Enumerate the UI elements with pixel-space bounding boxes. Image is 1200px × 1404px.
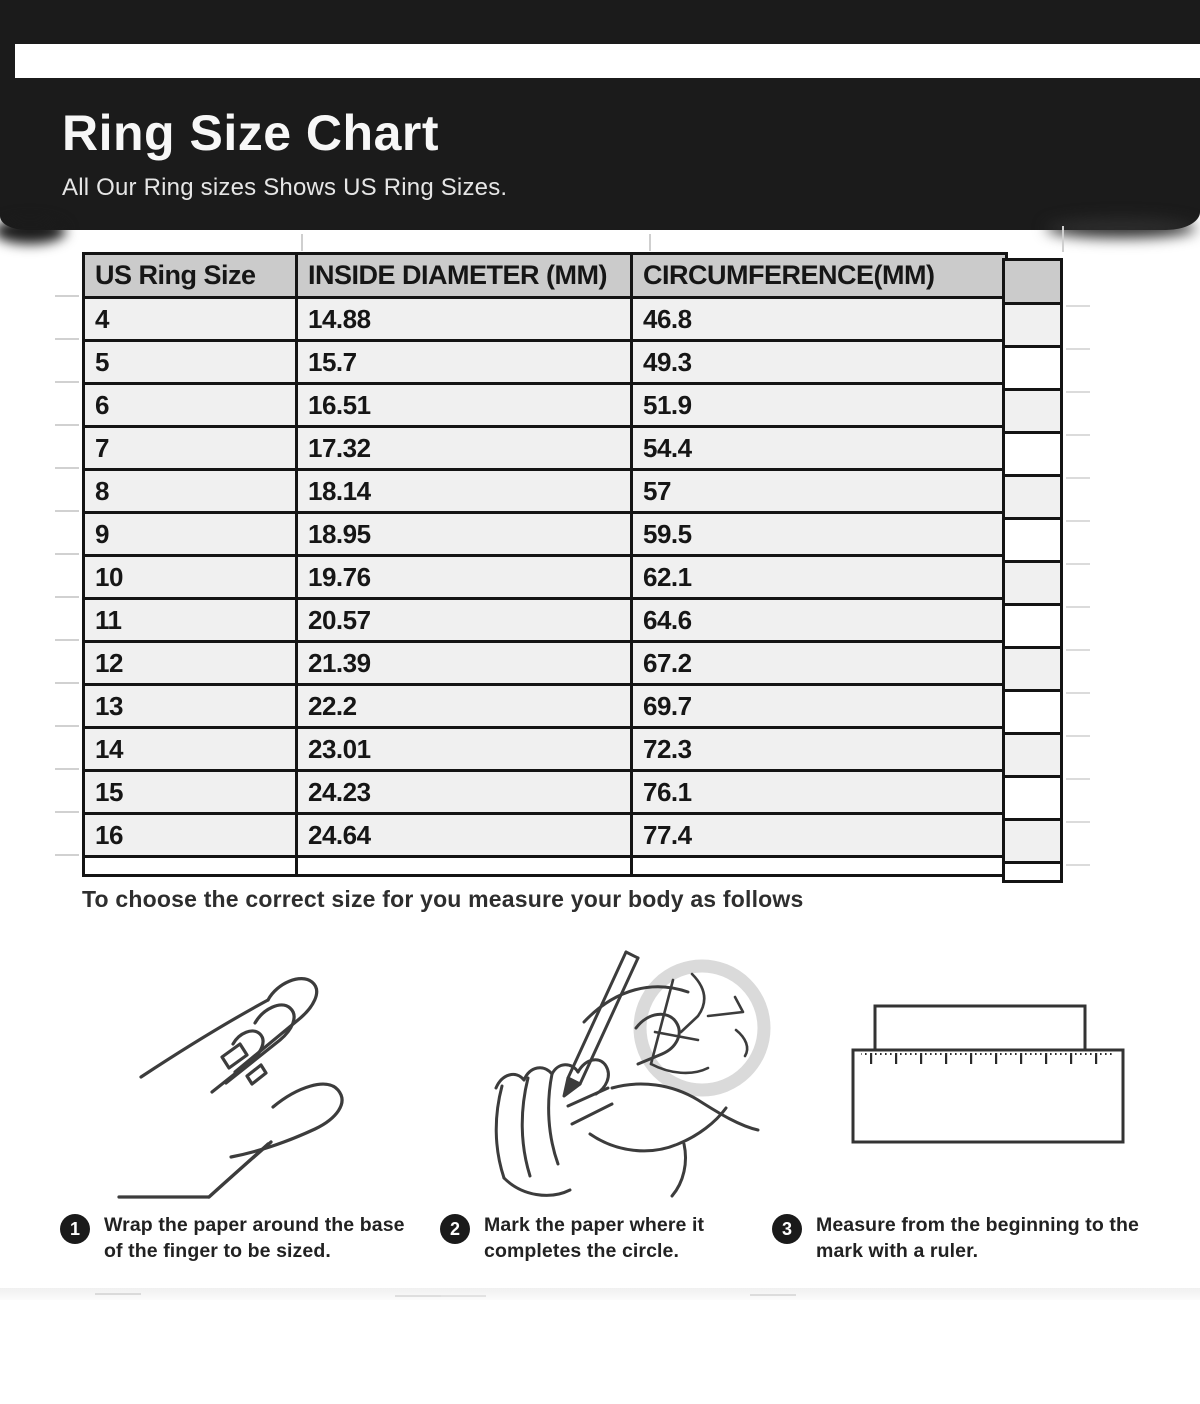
table-cell: 15 <box>84 771 297 814</box>
spreadsheet-cell <box>1002 606 1063 649</box>
spreadsheet-cell <box>1002 735 1063 778</box>
spreadsheet-cell <box>1002 649 1063 692</box>
empty-table-row <box>84 857 1007 876</box>
table-cell: 62.1 <box>632 556 1007 599</box>
table-cell: 20.57 <box>297 599 632 642</box>
gridline-artifact <box>55 295 79 857</box>
spreadsheet-cell <box>1002 864 1063 883</box>
table-row <box>84 685 1007 728</box>
header-banner <box>0 78 1200 230</box>
table-cell: 16.51 <box>297 384 632 427</box>
spreadsheet-cell <box>1002 258 1063 305</box>
ring-size-table <box>82 252 1008 877</box>
table-cell: 64.6 <box>632 599 1007 642</box>
page-subtitle: All Our Ring sizes Shows US Ring Sizes. <box>62 174 508 201</box>
table-cell <box>297 857 632 876</box>
spreadsheet-cell <box>1002 821 1063 864</box>
spreadsheet-cell <box>1002 348 1063 391</box>
table-cell: 10 <box>84 556 297 599</box>
gridline-artifact <box>649 234 651 251</box>
spreadsheet-cell <box>1002 563 1063 606</box>
table-row <box>84 728 1007 771</box>
table-cell: 51.9 <box>632 384 1007 427</box>
table-row <box>84 427 1007 470</box>
step-2-badge: 2 <box>440 1214 470 1244</box>
table-cell: 24.23 <box>297 771 632 814</box>
spreadsheet-extra-column <box>1002 258 1063 883</box>
table-cell: 49.3 <box>632 341 1007 384</box>
table-cell: 21.39 <box>297 642 632 685</box>
table-cell: 15.7 <box>297 341 632 384</box>
table-header-row <box>84 254 1007 298</box>
page-title: Ring Size Chart <box>62 105 439 161</box>
table-row <box>84 599 1007 642</box>
hand-marking-paper-line-art-icon <box>440 936 800 1220</box>
table-row <box>84 298 1007 341</box>
column-header-us-ring-size: US Ring Size <box>84 254 297 298</box>
table-cell: 4 <box>84 298 297 341</box>
table-cell: 24.64 <box>297 814 632 857</box>
hand-line-art-icon <box>105 945 440 1217</box>
spreadsheet-cell <box>1002 520 1063 563</box>
table-cell: 18.95 <box>297 513 632 556</box>
table-cell: 14 <box>84 728 297 771</box>
step-1 <box>60 1212 440 1265</box>
spreadsheet-cell <box>1002 477 1063 520</box>
table-row <box>84 771 1007 814</box>
table-cell: 22.2 <box>297 685 632 728</box>
table-cell: 17.32 <box>297 427 632 470</box>
bottom-artifact <box>0 1288 1200 1300</box>
bottom-artifact <box>95 1293 141 1295</box>
table-cell: 12 <box>84 642 297 685</box>
table-cell <box>632 857 1007 876</box>
top-black-bar <box>0 0 1200 44</box>
gridline-artifact <box>1066 305 1090 880</box>
spreadsheet-cell <box>1002 692 1063 735</box>
table-cell: 6 <box>84 384 297 427</box>
table-cell: 23.01 <box>297 728 632 771</box>
table-cell: 77.4 <box>632 814 1007 857</box>
instructions-lead: To choose the correct size for you measure your body as follows <box>82 886 804 912</box>
table-cell: 9 <box>84 513 297 556</box>
spreadsheet-cell <box>1002 391 1063 434</box>
table-row <box>84 556 1007 599</box>
step-2-text: Mark the paper where it completes the circle. <box>484 1214 705 1263</box>
step-3-badge: 3 <box>772 1214 802 1244</box>
table-cell: 13 <box>84 685 297 728</box>
gridline-artifact <box>301 234 303 251</box>
table-cell: 69.7 <box>632 685 1007 728</box>
ring-size-table-body <box>84 298 1007 876</box>
table-row <box>84 513 1007 556</box>
table-row <box>84 341 1007 384</box>
spreadsheet-cell <box>1002 305 1063 348</box>
table-cell: 57 <box>632 470 1007 513</box>
table-cell: 18.14 <box>297 470 632 513</box>
step-1-text: Wrap the paper around the base of the finger to be sized. <box>104 1214 405 1263</box>
step-3 <box>772 1212 1172 1265</box>
gridline-artifact <box>1062 226 1064 252</box>
table-cell: 7 <box>84 427 297 470</box>
table-row <box>84 814 1007 857</box>
column-header-inside-diameter: INSIDE DIAMETER (MM) <box>297 254 632 298</box>
table-cell: 16 <box>84 814 297 857</box>
step-1-badge: 1 <box>60 1214 90 1244</box>
step-2 <box>440 1212 760 1265</box>
table-cell: 46.8 <box>632 298 1007 341</box>
spreadsheet-cell <box>1002 434 1063 477</box>
table-cell <box>84 857 297 876</box>
table-cell: 67.2 <box>632 642 1007 685</box>
table-cell: 54.4 <box>632 427 1007 470</box>
table-row <box>84 642 1007 685</box>
table-row <box>84 470 1007 513</box>
left-edge-artifact <box>0 0 15 90</box>
table-cell: 11 <box>84 599 297 642</box>
ruler-line-art-icon <box>845 1000 1145 1160</box>
table-cell: 8 <box>84 470 297 513</box>
spreadsheet-cell <box>1002 778 1063 821</box>
table-cell: 76.1 <box>632 771 1007 814</box>
table-cell: 72.3 <box>632 728 1007 771</box>
table-cell: 19.76 <box>297 556 632 599</box>
table-cell: 59.5 <box>632 513 1007 556</box>
table-row <box>84 384 1007 427</box>
step-3-text: Measure from the beginning to the mark with a ruler. <box>816 1214 1139 1263</box>
column-header-circumference: CIRCUMFERENCE(MM) <box>632 254 1007 298</box>
table-cell: 14.88 <box>297 298 632 341</box>
table-cell: 5 <box>84 341 297 384</box>
